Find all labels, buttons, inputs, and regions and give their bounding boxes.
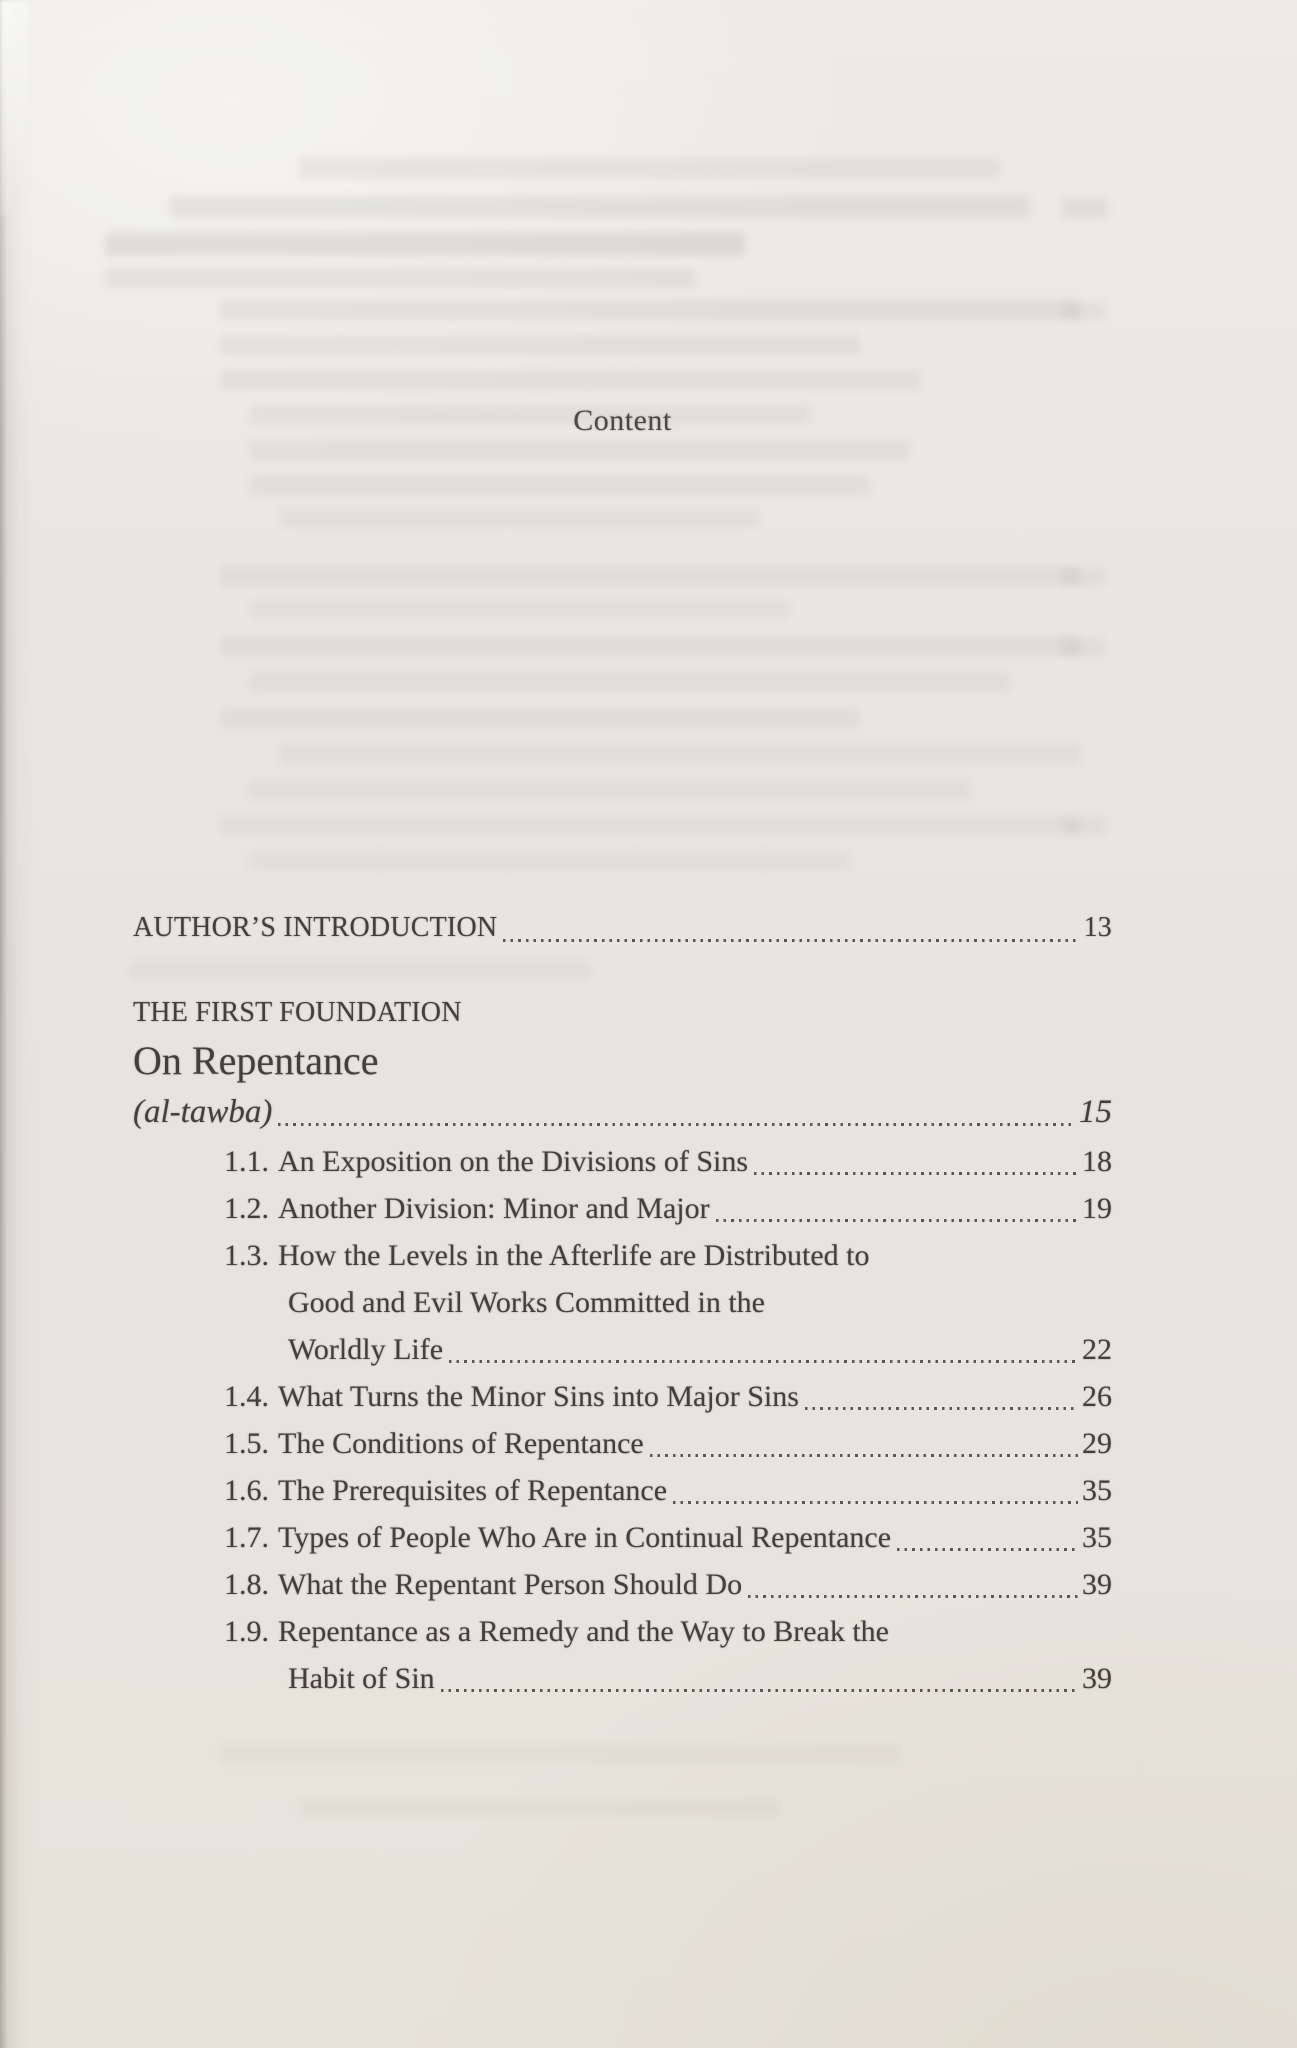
dot-leader (449, 1360, 1078, 1363)
section-subtitle: (al-tawba) (133, 1094, 273, 1130)
entry-title: The Conditions of Repentance (278, 1427, 644, 1460)
dot-leader (503, 939, 1079, 942)
show-through-line (105, 268, 695, 288)
toc-section-heading (133, 990, 1112, 1036)
show-through-line (250, 600, 790, 618)
page-edge-highlight (0, 0, 30, 215)
dot-leader (716, 1219, 1078, 1222)
show-through-line (250, 780, 970, 800)
dot-leader (805, 1407, 1078, 1410)
entry-number: 1.9. (224, 1615, 269, 1648)
toc-entry-1-3-continuation (133, 1326, 1112, 1373)
page-number: 29 (1082, 1427, 1112, 1460)
entry-title: What the Repentant Person Should Do (278, 1568, 743, 1601)
page-number: 26 (1082, 1380, 1112, 1413)
toc-entry-1-2 (133, 1185, 1112, 1232)
dot-leader (650, 1454, 1078, 1457)
entry-number: 1.1. (224, 1145, 269, 1178)
page-number: 39 (1082, 1662, 1112, 1695)
show-through-line (220, 636, 1080, 656)
toc-entry-1-3 (133, 1232, 1112, 1279)
dot-leader (673, 1501, 1078, 1504)
toc-entry-1-3-continuation (133, 1279, 1112, 1326)
entry-title: Types of People Who Are in Continual Repentance (278, 1521, 892, 1554)
entry-number: 1.2. (224, 1192, 269, 1225)
page-number: 35 (1082, 1474, 1112, 1507)
page-title: Content (573, 404, 672, 437)
entry-number: 1.7. (224, 1521, 269, 1554)
show-through-line (220, 708, 860, 728)
show-through-line (300, 1800, 780, 1816)
toc-section-title (133, 1036, 1112, 1086)
toc-entry-authors-introduction (133, 905, 1112, 951)
entry-title: How the Levels in the Afterlife are Distributed to (278, 1239, 870, 1272)
dot-leader (897, 1548, 1078, 1551)
entry-title-continuation: Worldly Life (288, 1333, 444, 1366)
page-number: 39 (1082, 1568, 1112, 1601)
page-number: 18 (1082, 1145, 1112, 1178)
show-through-line (220, 1745, 900, 1763)
show-through-line (105, 232, 745, 256)
show-through-line (220, 370, 920, 390)
show-through-line (300, 158, 1000, 178)
show-through-line (220, 335, 860, 355)
dot-leader (748, 1595, 1078, 1598)
show-through-line (220, 566, 1080, 586)
entry-number: 1.6. (224, 1474, 269, 1507)
show-through-line (250, 852, 850, 870)
page-number: 35 (1082, 1521, 1112, 1554)
page-number: 19 (1082, 1192, 1112, 1225)
show-through-line (280, 744, 1080, 764)
show-through-line (220, 300, 1080, 320)
entry-title: Another Division: Minor and Major (278, 1192, 710, 1225)
entry-number: 1.5. (224, 1427, 269, 1460)
page-number: 22 (1082, 1333, 1112, 1366)
page-number: 13 (1083, 912, 1112, 943)
show-through-line (250, 440, 910, 460)
toc-entry-1-9 (133, 1608, 1112, 1655)
toc-entry-1-6 (133, 1467, 1112, 1514)
show-through-line (1062, 818, 1106, 834)
show-through-line (1062, 638, 1106, 656)
entry-title: What Turns the Minor Sins into Major Sins (278, 1380, 799, 1413)
page-number: 15 (1079, 1094, 1112, 1130)
entry-title: An Exposition on the Divisions of Sins (278, 1145, 749, 1178)
toc-entry-1-4 (133, 1373, 1112, 1420)
entry-number: 1.8. (224, 1568, 269, 1601)
toc-entry-1-7 (133, 1514, 1112, 1561)
toc-entry-1-5 (133, 1420, 1112, 1467)
entry-number: 1.4. (224, 1380, 269, 1413)
entry-number: 1.3. (224, 1239, 269, 1272)
entry-title: Repentance as a Remedy and the Way to Break the (278, 1615, 889, 1648)
dot-leader (754, 1172, 1078, 1175)
dot-leader (441, 1689, 1078, 1692)
entry-title: The Prerequisites of Repentance (278, 1474, 668, 1507)
table-of-contents (133, 905, 1112, 1702)
entry-title-continuation: Habit of Sin (288, 1662, 435, 1695)
section-title: On Repentance (133, 1038, 379, 1083)
show-through-line (250, 672, 1010, 692)
show-through-line (1062, 302, 1106, 320)
toc-section-subtitle (133, 1086, 1112, 1138)
entry-title: AUTHOR’S INTRODUCTION (133, 912, 498, 943)
toc-entry-1-1 (133, 1138, 1112, 1185)
dot-leader (278, 1123, 1075, 1126)
show-through-line (170, 196, 1030, 218)
section-label: THE FIRST FOUNDATION (133, 997, 462, 1028)
show-through-line (250, 475, 870, 495)
show-through-line (280, 510, 760, 528)
show-through-line (1062, 198, 1108, 218)
show-through-line (220, 816, 1080, 834)
entry-title-continuation: Good and Evil Works Committed in the (288, 1286, 765, 1319)
show-through-line (1062, 568, 1106, 586)
toc-entry-1-9-continuation (133, 1655, 1112, 1702)
toc-entry-1-8 (133, 1561, 1112, 1608)
